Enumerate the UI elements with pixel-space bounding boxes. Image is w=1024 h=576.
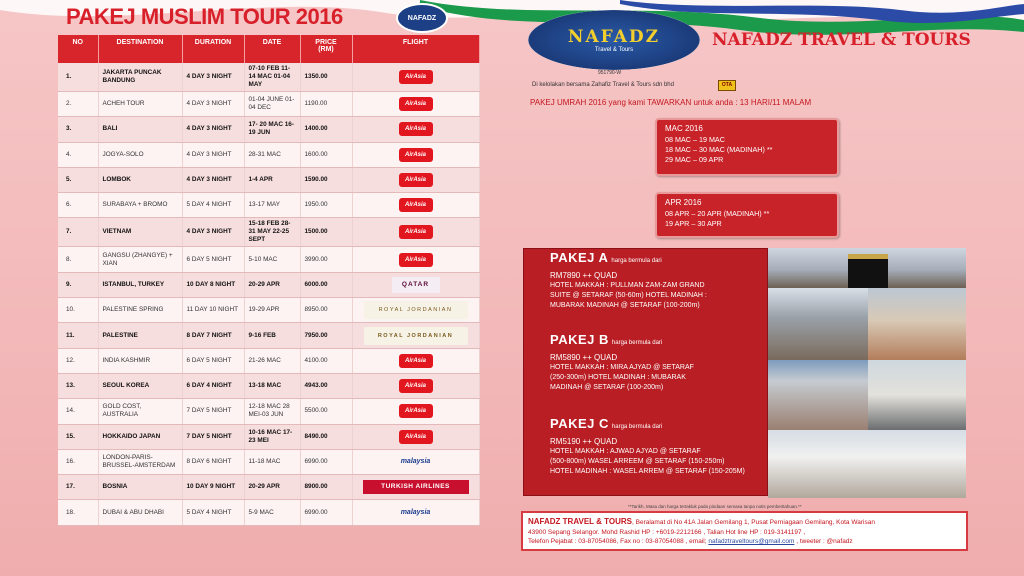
cell-no: 4. [58, 142, 98, 167]
cell-duration: 10 DAY 9 NIGHT [182, 475, 244, 500]
airline-logo: ROYAL JORDANIAN [364, 301, 468, 319]
airline-logo: ROYAL JORDANIAN [364, 327, 468, 345]
pilgrims-photo [868, 360, 966, 430]
fine-print: **Tarikh, Masa dan harga tertakluk pada pindaan semasa tanpa notis pemberitahuan.** [628, 504, 802, 509]
header-date: DATE [244, 35, 300, 63]
airline-logo: AirAsia [399, 148, 433, 162]
nabawi-umbrellas-photo [768, 430, 966, 498]
header-destination: DESTINATION [98, 35, 182, 63]
cell-duration: 7 DAY 5 NIGHT [182, 399, 244, 424]
cell-date: 12-18 MAC 28 MEI-03 JUN [244, 399, 300, 424]
umrah-dates-mac [655, 118, 839, 176]
cell-destination: GOLD COST, AUSTRALIA [98, 399, 182, 424]
cell-flight [352, 323, 479, 348]
cell-date: 19-29 APR [244, 298, 300, 323]
cell-destination: BOSNIA [98, 475, 182, 500]
umrah-mac-date: 08 MAC – 19 MAC [665, 135, 725, 144]
kaaba-shape [848, 254, 888, 288]
cell-flight [352, 449, 479, 474]
cell-date: 13-18 MAC [244, 373, 300, 398]
airline-logo: AirAsia [399, 225, 433, 239]
cell-destination: GANGSU (ZHANGYE) + XIAN [98, 247, 182, 272]
cell-date: 21-26 MAC [244, 348, 300, 373]
table-row [58, 272, 479, 297]
table-row [58, 298, 479, 323]
cell-no: 16. [58, 449, 98, 474]
airline-logo: AirAsia [399, 198, 433, 212]
cell-duration: 4 DAY 3 NIGHT [182, 92, 244, 117]
table-row [58, 142, 479, 167]
cell-destination: JAKARTA PUNCAK BANDUNG [98, 63, 182, 92]
cell-duration: 4 DAY 3 NIGHT [182, 63, 244, 92]
cell-duration: 6 DAY 5 NIGHT [182, 348, 244, 373]
makkah-tower-photo [768, 288, 868, 360]
tour-package-table [58, 35, 480, 526]
cell-price: 1400.00 [300, 117, 352, 142]
cell-price: 1590.00 [300, 167, 352, 192]
package-a-name: PAKEJ A [550, 250, 609, 265]
brand-name: NAFADZ TRAVEL & TOURS [712, 30, 971, 50]
cell-date: 01-04 JUNE 01-04 DEC [244, 92, 300, 117]
cell-destination: INDIA KASHMIR [98, 348, 182, 373]
package-b-price: RM5890 ++ QUAD [550, 353, 618, 362]
cell-price: 6990.00 [300, 500, 352, 525]
airline-logo: AirAsia [399, 70, 433, 84]
cell-date: 10-16 MAC 17-23 MEI [244, 424, 300, 449]
package-c [550, 416, 745, 477]
cell-duration: 6 DAY 4 NIGHT [182, 373, 244, 398]
cell-duration: 5 DAY 4 NIGHT [182, 500, 244, 525]
package-b-note: harga bermula dari [611, 340, 663, 346]
cell-date: 5-9 MAC [244, 500, 300, 525]
mira-ajyad-hotel-photo [768, 360, 868, 430]
cell-date: 20-29 APR [244, 475, 300, 500]
cell-duration: 5 DAY 4 NIGHT [182, 193, 244, 218]
cell-duration: 4 DAY 3 NIGHT [182, 117, 244, 142]
cell-duration: 11 DAY 10 NIGHT [182, 298, 244, 323]
cell-price: 7950.00 [300, 323, 352, 348]
cell-flight [352, 475, 479, 500]
airline-logo: malaysia [400, 458, 431, 465]
cell-flight [352, 298, 479, 323]
cell-flight [352, 92, 479, 117]
cell-price: 6000.00 [300, 272, 352, 297]
cell-flight [352, 218, 479, 247]
airline-logo: AirAsia [399, 253, 433, 267]
cell-destination: HOKKAIDO JAPAN [98, 424, 182, 449]
cell-price: 4943.00 [300, 373, 352, 398]
madinah-hotel-photo [868, 288, 966, 360]
cell-flight [352, 63, 479, 92]
cell-price: 8490.00 [300, 424, 352, 449]
airline-logo: AirAsia [399, 122, 433, 136]
cell-destination: LONDON-PARIS-BRUSSEL-AMSTERDAM [98, 449, 182, 474]
package-a-detail: SUITE @ SETARAF (50-60m) HOTEL MADINAH : [550, 292, 707, 299]
cell-no: 6. [58, 193, 98, 218]
cell-flight [352, 167, 479, 192]
airline-logo: AirAsia [399, 354, 433, 368]
contact-company: NAFADZ TRAVEL & TOURS [528, 517, 633, 526]
cell-destination: VIETNAM [98, 218, 182, 247]
cell-no: 7. [58, 218, 98, 247]
cell-price: 1950.00 [300, 193, 352, 218]
cell-no: 18. [58, 500, 98, 525]
cell-flight [352, 399, 479, 424]
cell-no: 9. [58, 272, 98, 297]
airline-logo: AirAsia [399, 379, 433, 393]
ota-badge: OTA [718, 80, 736, 91]
cell-price: 8950.00 [300, 298, 352, 323]
cell-date: 5-10 MAC [244, 247, 300, 272]
cell-destination: ISTANBUL, TURKEY [98, 272, 182, 297]
cell-no: 11. [58, 323, 98, 348]
cell-date: 15-18 FEB 28-31 MAY 22-25 SEPT [244, 218, 300, 247]
cell-destination: SURABAYA + BROMO [98, 193, 182, 218]
cell-price: 1500.00 [300, 218, 352, 247]
package-a-detail: HOTEL MAKKAH : PULLMAN ZAM-ZAM GRAND [550, 282, 705, 289]
cell-price: 1600.00 [300, 142, 352, 167]
cell-date: 28-31 MAC [244, 142, 300, 167]
umrah-apr-title: APR 2016 [665, 198, 702, 207]
cell-destination: LOMBOK [98, 167, 182, 192]
table-row [58, 323, 479, 348]
cell-no: 3. [58, 117, 98, 142]
cell-flight [352, 193, 479, 218]
cell-flight [352, 500, 479, 525]
table-row [58, 475, 479, 500]
cell-no: 12. [58, 348, 98, 373]
table-row [58, 167, 479, 192]
cell-flight [352, 142, 479, 167]
table-row [58, 449, 479, 474]
package-c-detail: HOTEL MADINAH : WASEL ARREM @ SETARAF (150-205M) [550, 468, 745, 475]
hotel-photo-collage [768, 248, 966, 498]
cell-duration: 7 DAY 5 NIGHT [182, 424, 244, 449]
package-b-detail: HOTEL MAKKAH : MIRA AJYAD @ SETARAF [550, 364, 694, 371]
cell-date: 17- 20 MAC 16-19 JUN [244, 117, 300, 142]
contact-box [521, 511, 968, 551]
contact-tweeter: , tweeter : @nafadz [794, 538, 853, 545]
cell-date: 13-17 MAY [244, 193, 300, 218]
table-row [58, 92, 479, 117]
cell-duration: 4 DAY 3 NIGHT [182, 167, 244, 192]
cell-duration: 8 DAY 6 NIGHT [182, 449, 244, 474]
cell-no: 8. [58, 247, 98, 272]
cell-flight [352, 247, 479, 272]
header-flight: FLIGHT [352, 35, 479, 63]
umrah-mac-date: 18 MAC – 30 MAC (MADINAH) ** [665, 145, 773, 154]
contact-email-link[interactable]: nafadztraveltours@gmail.com [708, 538, 795, 545]
contact-address-line1: , Beralamat di No 41A Jalan Gemilang 1, Pusat Perniagaan Gemilang, Kota Warisan [632, 519, 875, 526]
airline-logo: AirAsia [399, 173, 433, 187]
kaaba-photo [768, 248, 966, 288]
cell-no: 17. [58, 475, 98, 500]
package-c-detail: (500-800m) WASEL ARREEM @ SETARAF (150-250m) [550, 458, 725, 465]
cell-flight [352, 424, 479, 449]
cell-price: 4100.00 [300, 348, 352, 373]
cell-price: 1190.00 [300, 92, 352, 117]
cell-destination: JOGYA-SOLO [98, 142, 182, 167]
airline-logo: AirAsia [399, 404, 433, 418]
airline-logo: TURKISH AIRLINES [363, 480, 469, 494]
cell-destination: BALI [98, 117, 182, 142]
header-no: NO [58, 35, 98, 63]
cell-no: 2. [58, 92, 98, 117]
package-a-detail: MUBARAK MADINAH @ SETARAF (100-200m) [550, 302, 700, 309]
header-duration: DURATION [182, 35, 244, 63]
cell-duration: 4 DAY 3 NIGHT [182, 218, 244, 247]
cell-date: 11-18 MAC [244, 449, 300, 474]
umrah-apr-date: 08 APR – 20 APR (MADINAH) ** [665, 209, 770, 218]
airline-logo: malaysia [400, 508, 431, 516]
table-row [58, 193, 479, 218]
package-b-detail: (250-300m) HOTEL MADINAH : MUBARAK [550, 374, 686, 381]
cell-destination: PALESTINE [98, 323, 182, 348]
cell-flight [352, 373, 479, 398]
mini-logo: NAFADZ [396, 3, 448, 33]
package-c-note: harga bermula dari [611, 424, 663, 430]
cell-date: 07-10 FEB 11-14 MAC 01-04 MAY [244, 63, 300, 92]
contact-address-line2: 43900 Sepang Selangor. Mohd Rashid HP : +6019-2212166 , Talian Hot line HP : 019-3141197 , [528, 529, 806, 536]
page-title: PAKEJ MUSLIM TOUR 2016 [66, 4, 343, 29]
umrah-dates-apr [655, 192, 839, 238]
umrah-mac-date: 29 MAC – 09 APR [665, 155, 724, 164]
cell-duration: 4 DAY 3 NIGHT [182, 142, 244, 167]
cell-no: 1. [58, 63, 98, 92]
cell-flight [352, 272, 479, 297]
cell-destination: PALESTINE SPRING [98, 298, 182, 323]
company-registration-number: 951790-W [598, 70, 622, 76]
table-row [58, 348, 479, 373]
brand-logo-subtext: Travel & Tours [594, 47, 634, 53]
table-row [58, 373, 479, 398]
table-row [58, 424, 479, 449]
cell-duration: 6 DAY 5 NIGHT [182, 247, 244, 272]
table-row [58, 63, 479, 92]
package-a [550, 250, 707, 311]
airline-logo: AirAsia [399, 430, 433, 444]
table-body [58, 63, 479, 525]
cell-no: 10. [58, 298, 98, 323]
table-row [58, 500, 479, 525]
package-a-price: RM7890 ++ QUAD [550, 271, 618, 280]
cell-date: 20-29 APR [244, 272, 300, 297]
umrah-mac-title: MAC 2016 [665, 124, 703, 133]
package-a-note: harga bermula dari [611, 258, 662, 264]
cell-duration: 8 DAY 7 NIGHT [182, 323, 244, 348]
package-b [550, 332, 694, 393]
cell-destination: DUBAI & ABU DHABI [98, 500, 182, 525]
cell-no: 14. [58, 399, 98, 424]
package-c-detail: HOTEL MAKKAH : AJWAD AJYAD @ SETARAF [550, 448, 701, 455]
cell-price: 8900.00 [300, 475, 352, 500]
umrah-apr-date: 19 APR – 30 APR [665, 219, 722, 228]
airline-logo: AirAsia [399, 97, 433, 111]
umrah-headline: PAKEJ UMRAH 2016 yang kami TAWARKAN untuk anda : 13 HARI/11 MALAM [530, 98, 812, 107]
package-c-price: RM5190 ++ QUAD [550, 437, 618, 446]
cell-flight [352, 117, 479, 142]
table-row [58, 117, 479, 142]
cell-flight [352, 348, 479, 373]
header-price: PRICE (RM) [300, 35, 352, 63]
umrah-packages-panel [523, 248, 768, 496]
cell-price: 3990.00 [300, 247, 352, 272]
brand-logo-text: NAFADZ [567, 27, 661, 47]
cell-destination: SEOUL KOREA [98, 373, 182, 398]
cell-date: 9-16 FEB [244, 323, 300, 348]
package-c-name: PAKEJ C [550, 416, 609, 431]
table-header-row [58, 35, 479, 63]
contact-phone: Telefon Pejabat : 03-87054086, Fax no : 03-87054088 , email; [528, 538, 707, 545]
cell-duration: 10 DAY 8 NIGHT [182, 272, 244, 297]
cell-no: 13. [58, 373, 98, 398]
table-row [58, 218, 479, 247]
cell-price: 1350.00 [300, 63, 352, 92]
cell-no: 15. [58, 424, 98, 449]
table-row [58, 247, 479, 272]
airline-logo: QATAR [392, 277, 440, 293]
cell-price: 6990.00 [300, 449, 352, 474]
managed-by-text: Di kelolakan bersama Zahafiz Travel & Tours sdn bhd [532, 82, 674, 88]
brand-logo [528, 10, 700, 70]
package-b-detail: MADINAH @ SETARAF (100-200m) [550, 384, 664, 391]
cell-no: 5. [58, 167, 98, 192]
package-b-name: PAKEJ B [550, 332, 609, 347]
cell-date: 1-4 APR [244, 167, 300, 192]
table-row [58, 399, 479, 424]
cell-price: 5500.00 [300, 399, 352, 424]
cell-destination: ACHEH TOUR [98, 92, 182, 117]
